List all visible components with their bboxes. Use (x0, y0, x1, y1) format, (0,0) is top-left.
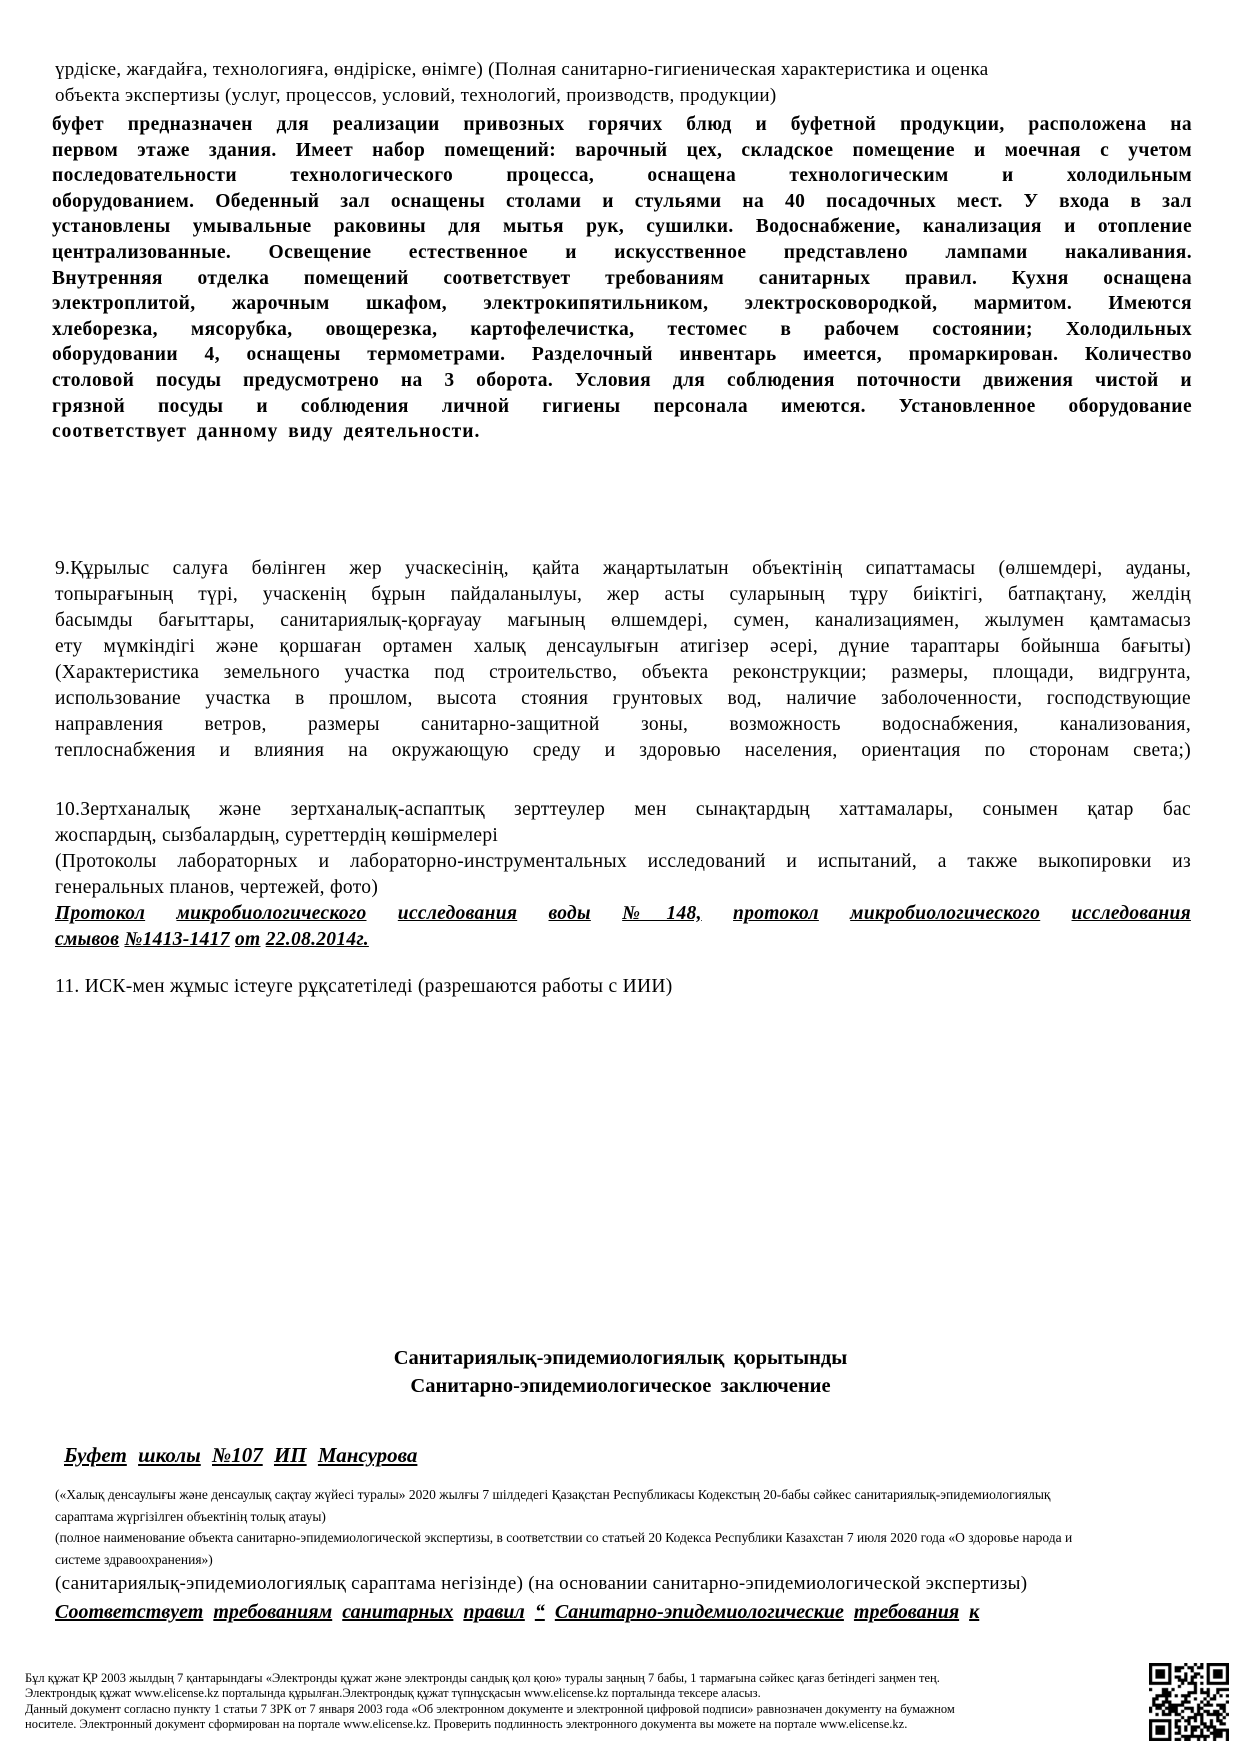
protocol-reference-line2: смывов №1413-1417 от 22.08.2014г. (55, 929, 369, 950)
basis-line: (санитариялық-эпидемиологиялық сараптама негізінде) (на основании санитарно-эпидемиологической экспертизы) (55, 1573, 1028, 1594)
section-10-kk-line2: жоспардың, сызбалардың, суреттердің көшірмелері (55, 825, 499, 846)
buffet-paragraph-last-line: соответствует данному виду деятельности. (52, 421, 481, 443)
verdict-line: Соответствует требованиям санитарных правил “ Санитарно-эпидемиологические требования к (55, 1601, 980, 1623)
qr-code (1149, 1663, 1229, 1741)
object-name-notes (55, 1484, 1165, 1570)
section-9-ru: (Характеристика земельного участка под строительство, объекта реконструкции; размеры, площади, видгрунта, использование участка в прошлом, высота стояния грунтовых вод, наличие заболоченности, господствующие направления ветров, размеры санитарно-защитной зоны, возможность водоснабжения, канализования, теплоснабжения и влияния на окружающую среду и здоровью населения, ориентация по сторонам света;) (55, 662, 1191, 761)
section-11: 11. ИСК-мен жұмыс істеуге рұқсатетіледі (разрешаются работы с ИИИ) (55, 976, 673, 997)
object-note-ru: (полное наименование объекта санитарно-эпидемиологической экспертизы, в соответствии со статьей 20 Кодекса Республики Казахстан 7 июля 2020 года «О здоровье народа и системе здравоохранения») (55, 1530, 1073, 1567)
object-name: Буфет школы №107 ИП Мансурова (64, 1443, 418, 1467)
section-10-kk-line1: 10.Зертханалық және зертханалық-аспаптық зерттеулер мен сынақтардың хаттамалары, сонымен қатар бас (55, 799, 1191, 820)
section-10-ru-line1: (Протоколы лабораторных и лабораторно-инструментальных исследований и испытаний, а также выкопировки из (55, 851, 1191, 872)
section-10-ru-line2: генеральных планов, чертежей, фото) (55, 877, 379, 898)
section-9 (55, 556, 1191, 764)
intro-paragraph: үрдіске, жағдайға, технологияға, өндіріске, өнімге) (Полная санитарно-гигиеническая характеристика и оценка объекта экспертизы (услуг, процессов, условий, технологий, производств, продукции) (55, 59, 989, 106)
conclusion-title-kk: Санитариялық-эпидемиологиялық қорытынды (393, 1347, 848, 1369)
object-note-kk: («Халық денсаулығы және денсаулық сақтау жүйесі туралы» 2020 жылғы 7 шілдедегі Қазақстан Республикасы Кодекстың 20-бабы сәйкес санитариялық-эпидемиологиялық сараптама жүргізілген объектінің толық атауы) (55, 1487, 1051, 1524)
section-9-kk: 9.Құрылыс салуға бөлінген жер учаскесінің, қайта жаңартылатын объектінің сипаттамасы (өлшемдері, ауданы, топырағының түрі, учаскенің бұрын пайдаланылуы, жер асты суларының тұру биіктігі, батпақтану, желдің басымды бағыттары, санитариялық-қорғауау мағының өлшемдері, сумен, канализациямен, жылумен қамтамасыз ету мүмкіндігі және қоршаған ортамен халық денсаулығын атигізер әсері, дүние тараптары бойынша бағыты) (55, 558, 1191, 657)
conclusion-title-ru: Санитарно-эпидемиологическое заключение (410, 1374, 831, 1397)
section-10 (55, 797, 1191, 953)
conclusion-titles (0, 1345, 1241, 1400)
buffet-paragraph-body: буфет предназначен для реализации привозных горячих блюд и буфетной продукции, расположена на первом этаже здания. Имеет набор помещений: варочный цех, складское помещение и моечная с учетом последовательности технологического процесса, оснащена технологическим и холодильным оборудованием. Обеденный зал оснащены столами и стульями на 40 посадочных мест. У входа в зал установлены умывальные раковины для мытья рук, сушилки. Водоснабжение, канализация и отопление централизованные. Освещение естественное и искусственное представлено лампами накаливания. Внутренняя отделка помещений соответствует требованиям санитарных правил. Кухня оснащена электроплитой, жарочным шкафом, электрокипятильником, электросковородкой, мармитом. Имеются хлеборезка, мясорубка, овощерезка, картофелечистка, тестомес в рабочем состоянии; Холодильных оборудовании 4, оснащены термометрами. Разделочный инвентарь имеется, промаркирован. Количество столовой посуды предусмотрено на 3 оборота. Условия для соблюдения поточности движения чистой и грязной посуды и соблюдения личной гигиены персонала имеются. Установленное оборудование (52, 114, 1192, 417)
protocol-reference-line1: Протокол микробиологического исследования воды №148, протокол микробиологического исследования (55, 903, 1191, 924)
buffet-paragraph (52, 112, 1192, 445)
footer-legal-text: Бұл құжат ҚР 2003 жылдың 7 қантарындағы «Электронды құжат және электронды сандық қол қою» туралы заңның 7 бабы, 1 тармағына сәйкес қағаз бетіндегі заңмен тең. Электрондық құжат www.elicense.kz порталында құрылған.Электрондық құжат түпнұсқасын www.elicense.kz порталында тексере аласыз. Данный документ согласно пункту 1 статьи 7 ЗРК от 7 января 2003 года «Об электронном документе и электронной цифровой подписи» равнозначен документу на бумажном носителе. Электронный документ сформирован на портале www.elicense.kz. Проверить подлинность электронного документа вы можете на портале www.elicense.kz. (25, 1671, 955, 1731)
